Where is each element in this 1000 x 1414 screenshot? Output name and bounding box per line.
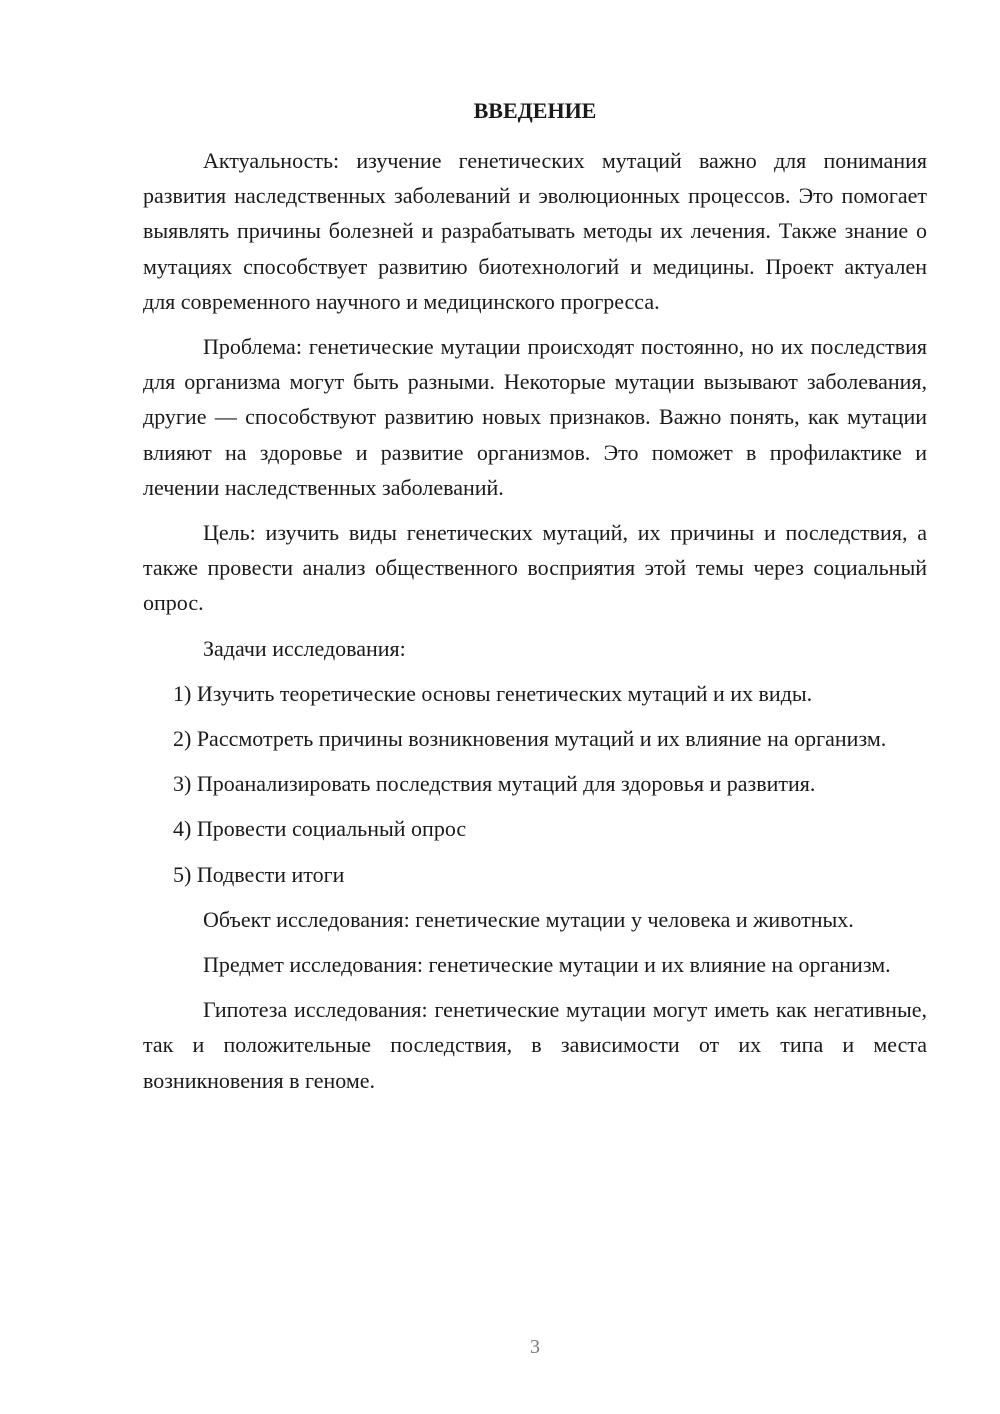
document-body	[143, 143, 927, 1108]
list-item: 1) Изучить теоретические основы генетических мутаций и их виды.	[173, 680, 813, 706]
page-number: 3	[530, 1336, 540, 1358]
list-item: 2) Рассмотреть причины возникновения мутаций и их влияние на организм.	[173, 726, 887, 752]
tasks-list	[143, 676, 927, 892]
list-item: 5) Подвести итоги	[173, 861, 345, 887]
object-paragraph: Объект исследования: генетические мутации у человека и животных.	[203, 906, 854, 932]
relevance-paragraph: Актуальность: изучение генетических мутаций важно для понимания развития наследственных заболеваний и эволюционных процессов. Это помогает выявлять причины болезней и разрабатывать методы их лечения. Также знание о мутациях способствует развитию биотехнологий и медицины. Проект актуален для современного научного и медицинского прогресса.	[143, 148, 927, 314]
goal-paragraph: Цель: изучить виды генетических мутаций, их причины и последствия, а также провести анализ общественного восприятия этой темы через социальный опрос.	[143, 520, 927, 616]
problem-paragraph: Проблема: генетические мутации происходят постоянно, но их последствия для организма могут быть разными. Некоторые мутации вызывают заболевания, другие — способствуют развитию новых признаков. Важно понять, как мутации влияют на здоровье и развитие организмов. Это поможет в профилактике и лечении наследственных заболеваний.	[143, 334, 927, 500]
tasks-heading: Задачи исследования:	[203, 635, 406, 661]
list-item: 4) Провести социальный опрос	[173, 816, 467, 842]
page-title: ВВЕДЕНИЕ	[473, 98, 597, 123]
hypothesis-paragraph: Гипотеза исследования: генетические мутации могут иметь как негативные, так и положительные последствия, в зависимости от их типа и места возникновения в геноме.	[143, 997, 927, 1093]
list-item: 3) Проанализировать последствия мутаций для здоровья и развития.	[173, 771, 816, 797]
subject-paragraph: Предмет исследования: генетические мутации и их влияние на организм.	[203, 952, 891, 978]
